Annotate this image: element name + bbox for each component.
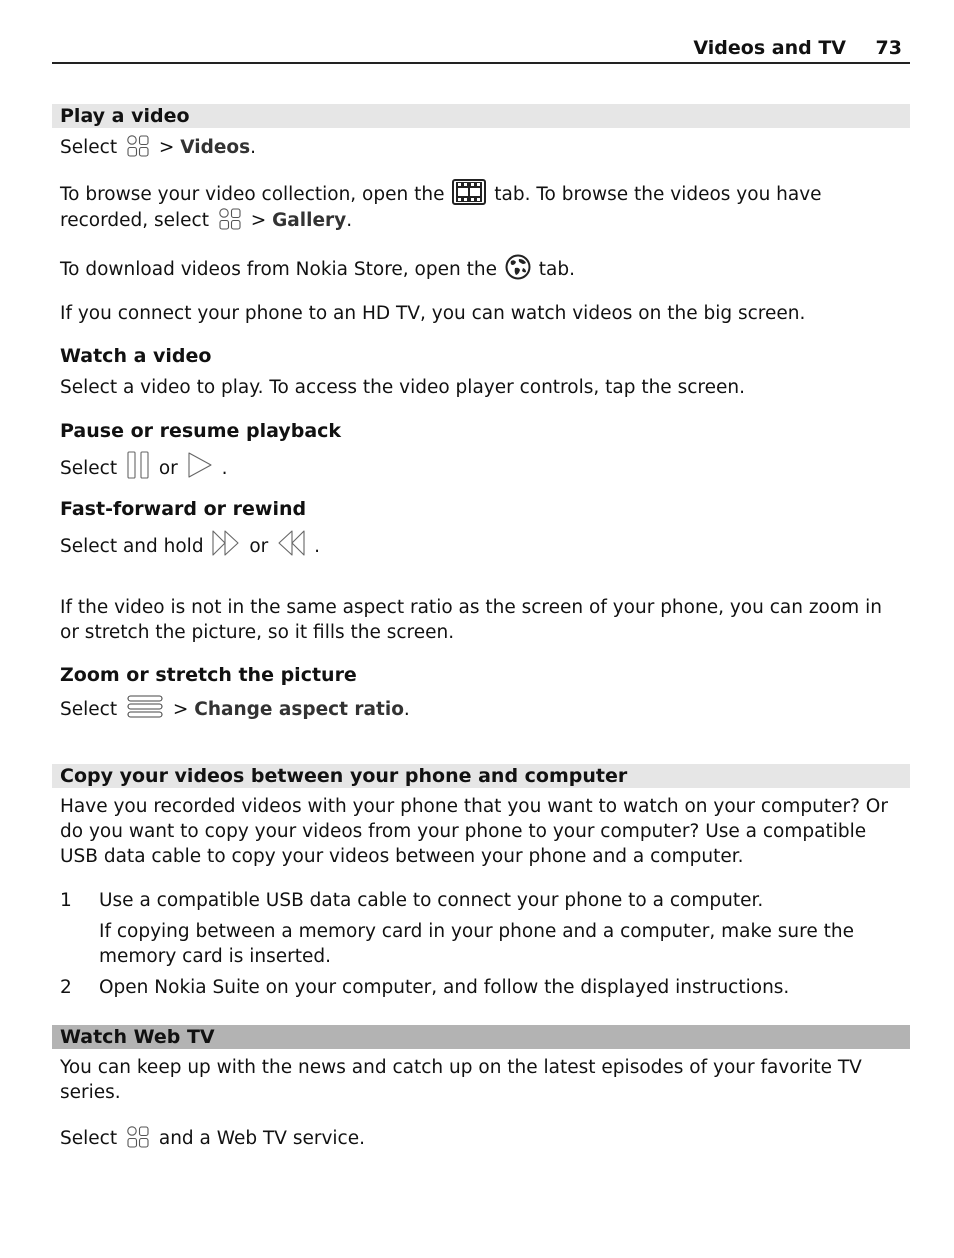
video-tab-icon <box>452 179 486 205</box>
options-menu-icon <box>125 694 165 720</box>
section-heading-web-tv: Watch Web TV <box>52 1025 910 1049</box>
watch-video-heading: Watch a video <box>60 345 212 367</box>
app-menu-icon <box>125 134 151 158</box>
videos-menu-label: Videos <box>180 137 251 158</box>
pause-heading: Pause or resume playback <box>60 420 342 442</box>
pause-icon <box>125 451 151 479</box>
header-title: Videos and TV <box>693 37 846 59</box>
app-menu-icon <box>125 1125 151 1149</box>
pause-select-line: Select or . <box>60 451 910 481</box>
download-line: To download videos from Nokia Store, open the tab. <box>60 254 910 282</box>
step-number: 1 <box>60 890 72 911</box>
fast-forward-heading: Fast-forward or rewind <box>60 498 307 520</box>
step-note: If copying between a memory card in your phone and a computer, make sure the memory card is inserted. <box>99 921 854 967</box>
watch-video-text: Select a video to play. To access the video player controls, tap the screen. <box>60 377 745 398</box>
fast-forward-icon <box>211 529 241 557</box>
web-tv-intro: You can keep up with the news and catch up on the latest episodes of your favorite TV series. <box>60 1057 862 1103</box>
step-text: Open Nokia Suite on your computer, and follow the displayed instructions. <box>99 977 790 998</box>
step-number: 2 <box>60 977 72 998</box>
change-aspect-ratio-label: Change aspect ratio <box>194 699 404 720</box>
play-icon <box>186 451 214 479</box>
zoom-select-line: Select > Change aspect ratio. <box>60 694 910 722</box>
section-heading-play-video: Play a video <box>52 104 910 128</box>
page-header <box>52 36 910 64</box>
web-tv-select-line: Select and a Web TV service. <box>60 1125 910 1151</box>
page-number: 73 <box>875 37 902 59</box>
aspect-ratio-text: If the video is not in the same aspect ratio as the screen of your phone, you can zoom in or stretch the picture, so it fills the screen. <box>60 597 882 643</box>
copy-videos-intro: Have you recorded videos with your phone that you want to watch on your computer? Or do you want to copy your videos from your phone to your computer? Use a compatible USB data cable to copy your videos between your phone and a computer. <box>60 796 888 867</box>
fast-forward-line: Select and hold or . <box>60 529 910 559</box>
zoom-heading: Zoom or stretch the picture <box>60 664 357 686</box>
app-menu-icon <box>217 207 243 231</box>
globe-store-icon <box>505 254 531 280</box>
hd-tv-text: If you connect your phone to an HD TV, you can watch videos on the big screen. <box>60 303 806 324</box>
browse-line-1: To browse your video collection, open the tab. To browse the videos you have <box>60 179 910 207</box>
rewind-icon <box>276 529 306 557</box>
step-text: Use a compatible USB data cable to connect your phone to a computer. <box>99 890 764 911</box>
section-heading-copy-videos: Copy your videos between your phone and computer <box>52 764 910 788</box>
gallery-menu-label: Gallery <box>272 210 347 231</box>
browse-line-2: recorded, select > Gallery. <box>60 207 910 233</box>
play-video-select-line: Select > Videos. <box>60 134 910 160</box>
